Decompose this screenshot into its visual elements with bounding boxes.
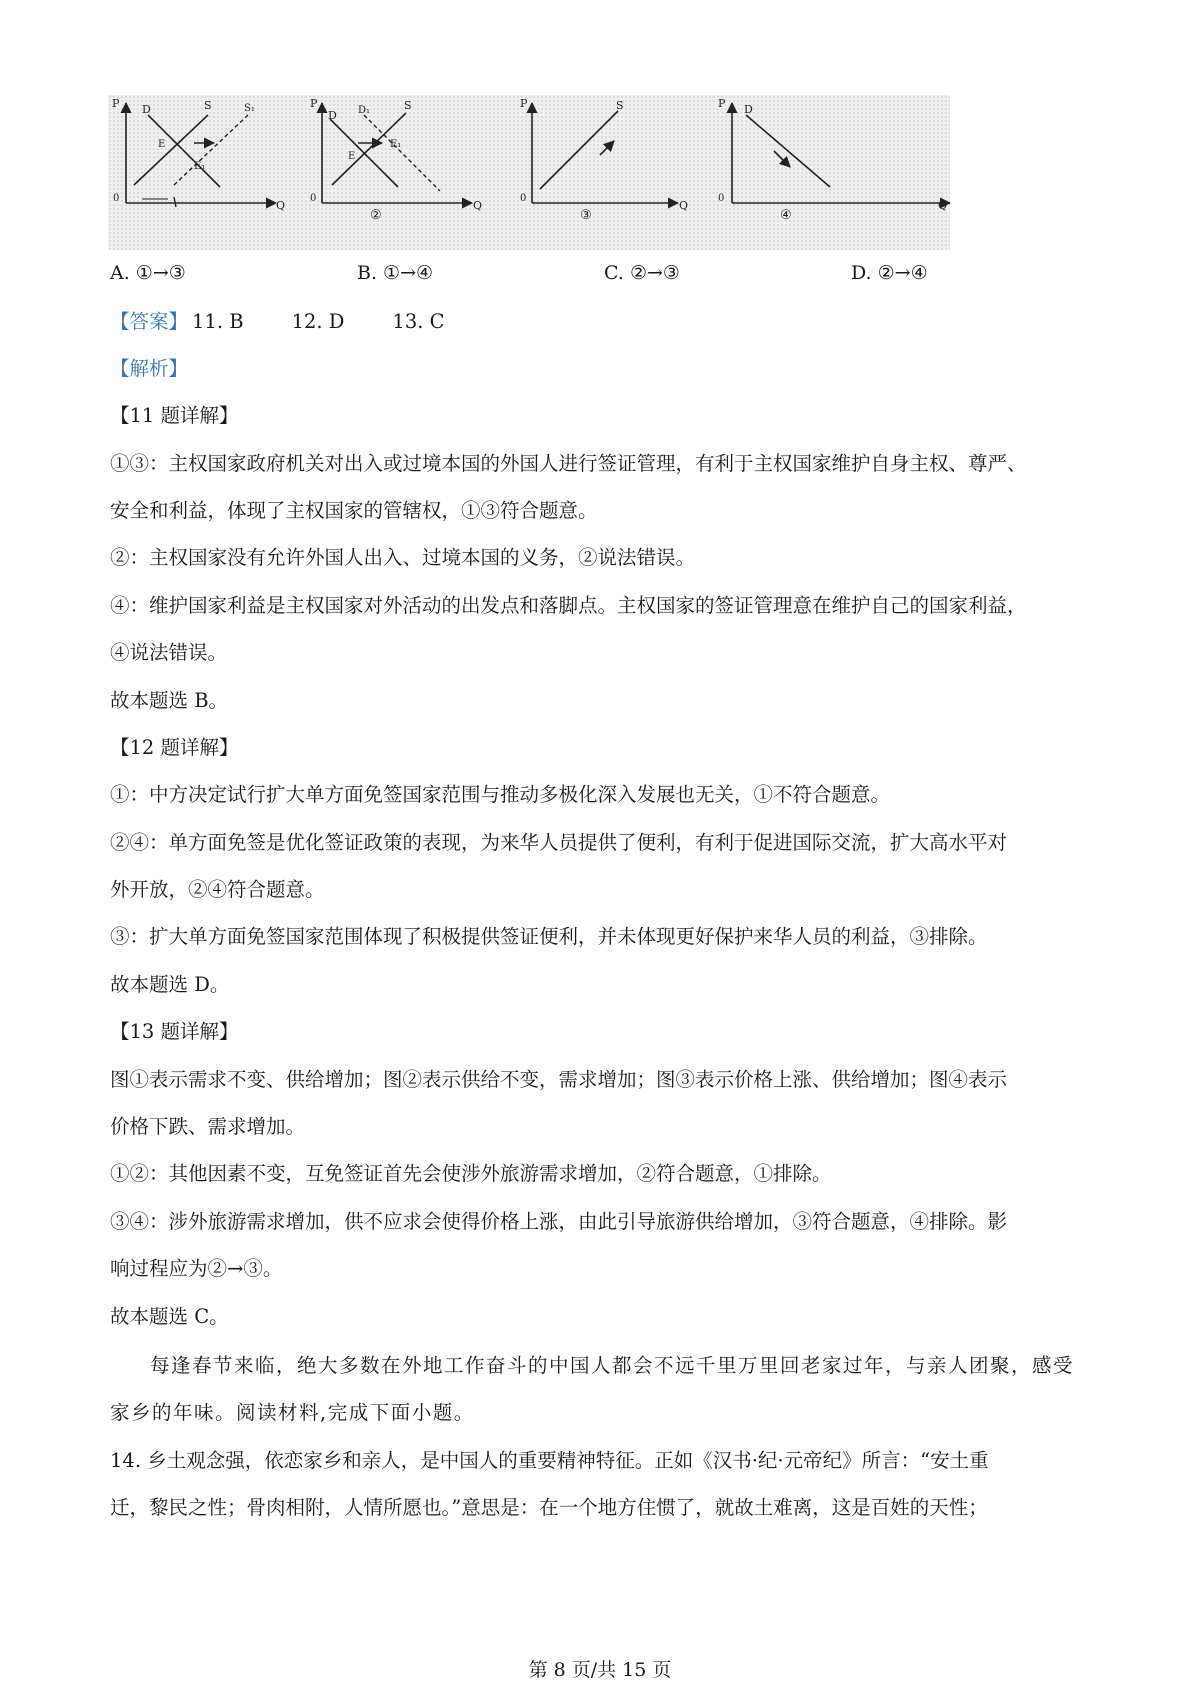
material-line: 每逢春节来临，绝大多数在外地工作奋斗的中国人都会不远千里万里回老家过年，与亲人团聚，感受 (150, 1354, 1075, 1377)
new-equilibrium-label: E₁ (390, 139, 402, 150)
text-line: ①②：其他因素不变，互免签证首先会使涉外旅游需求增加，②符合题意，①排除。 (110, 1162, 832, 1185)
option-b: B. ①→④ (357, 262, 434, 284)
text-line: ②④：单方面免签是优化签证政策的表现，为来华人员提供了便利，有利于促进国际交流，扩大高水平对 (110, 831, 1008, 854)
option-c: C. ②→③ (604, 262, 680, 284)
answer-item: 11. B (192, 310, 244, 333)
equilibrium-label: E (348, 151, 356, 162)
supply-shifted-label: S₁ (244, 103, 255, 114)
material-line: 家乡的年味。阅读材料,完成下面小题。 (110, 1401, 475, 1424)
graph-3 (518, 95, 718, 250)
text-line: 外开放，②④符合题意。 (110, 878, 325, 901)
demand-label: D (744, 103, 753, 116)
question-14-line: 迁，黎民之性；骨肉相附，人情所愿也。”意思是：在一个地方住惯了，就故土难离，这是百姓的天性； (110, 1496, 988, 1519)
p-label: P (520, 97, 528, 110)
supply-label: S (204, 99, 212, 112)
p-label: P (112, 97, 120, 110)
text-line: 故本题选 B。 (110, 689, 229, 712)
supply-label: S (404, 99, 412, 112)
text-line: ①③：主权国家政府机关对出入或过境本国的外国人进行签证管理，有利于主权国家维护自身主权、尊严、 (110, 452, 1027, 475)
text-line: ②：主权国家没有允许外国人出入、过境本国的义务，②说法错误。 (110, 546, 696, 569)
answer-options (110, 262, 1110, 292)
text-line: ③④：涉外旅游需求增加，供不应求会使得价格上涨，由此引导旅游供给增加，③符合题意，④排除。影 (110, 1210, 1008, 1233)
section-heading: 【12 题详解】 (110, 736, 239, 759)
graph-2 (308, 95, 518, 250)
analysis-label: 【解析】 (110, 357, 189, 380)
graph-caption: ④ (780, 208, 792, 223)
equilibrium-label: E (158, 139, 166, 150)
graph-caption: ③ (580, 208, 592, 223)
answer-item: 12. D (291, 310, 345, 333)
origin-label: 0 (718, 193, 725, 204)
text-line: ①：中方决定试行扩大单方面免签国家范围与推动多极化深入发展也无关，①不符合题意。 (110, 783, 891, 806)
graph-4 (718, 95, 950, 250)
demand-label: D (142, 103, 151, 116)
text-line: 响过程应为②→③。 (110, 1257, 283, 1280)
demand-curve (746, 115, 830, 187)
scribble-mark (174, 197, 176, 207)
supply-demand-figure (108, 95, 950, 250)
text-line: ③：扩大单方面免签国家范围体现了积极提供签证便利，并未体现更好保护来华人员的利益，③排除。 (110, 925, 988, 948)
answer-line (110, 307, 445, 337)
text-line: 安全和利益，体现了主权国家的管辖权，①③符合题意。 (110, 499, 598, 522)
q-label: Q (938, 199, 948, 212)
answer-label: 【答案】 (110, 310, 189, 333)
supply-curve-shifted (174, 115, 248, 185)
section-heading: 【13 题详解】 (110, 1020, 239, 1043)
new-equilibrium-label: E₁ (194, 161, 206, 172)
p-label: P (718, 97, 726, 110)
option-a: A. ①→③ (110, 262, 186, 284)
movement-arrow (774, 151, 790, 167)
graph-caption: ② (370, 208, 382, 223)
question-14-line: 14. 乡土观念强，依恋家乡和亲人，是中国人的重要精神特征。正如《汉书·纪·元帝纪》所言：“安土重 (110, 1449, 989, 1472)
graph-1 (108, 95, 308, 250)
q-label: Q (679, 199, 689, 212)
supply-curve (540, 111, 618, 189)
q-label: Q (473, 199, 483, 212)
supply-label: S (616, 99, 624, 112)
q-label: Q (276, 199, 286, 212)
supply-curve (134, 115, 208, 185)
section-heading: 【11 题详解】 (110, 404, 239, 427)
origin-label: 0 (113, 193, 120, 204)
p-label: P (310, 97, 318, 110)
text-line: 故本题选 C。 (110, 1305, 229, 1328)
text-line: ④说法错误。 (110, 641, 228, 664)
origin-label: 0 (310, 193, 317, 204)
text-line: 价格下跌、需求增加。 (110, 1115, 306, 1138)
demand-shifted-label: D₁ (358, 105, 371, 116)
answer-item: 13. C (392, 310, 445, 333)
demand-curve-shifted (364, 115, 440, 191)
option-d: D. ②→④ (851, 262, 928, 284)
origin-label: 0 (520, 193, 527, 204)
text-line: 故本题选 D。 (110, 973, 230, 996)
page-footer: 第 8 页/共 15 页 (528, 1659, 672, 1681)
demand-label: D (328, 109, 337, 122)
text-line: ④：维护国家利益是主权国家对外活动的出发点和落脚点。主权国家的签证管理意在维护自己的国家利益， (110, 594, 1027, 617)
demand-curve (148, 115, 220, 187)
movement-arrow (600, 141, 614, 155)
text-line: 图①表示需求不变、供给增加；图②表示供给不变，需求增加；图③表示价格上涨、供给增加；图④表示 (110, 1068, 1008, 1091)
